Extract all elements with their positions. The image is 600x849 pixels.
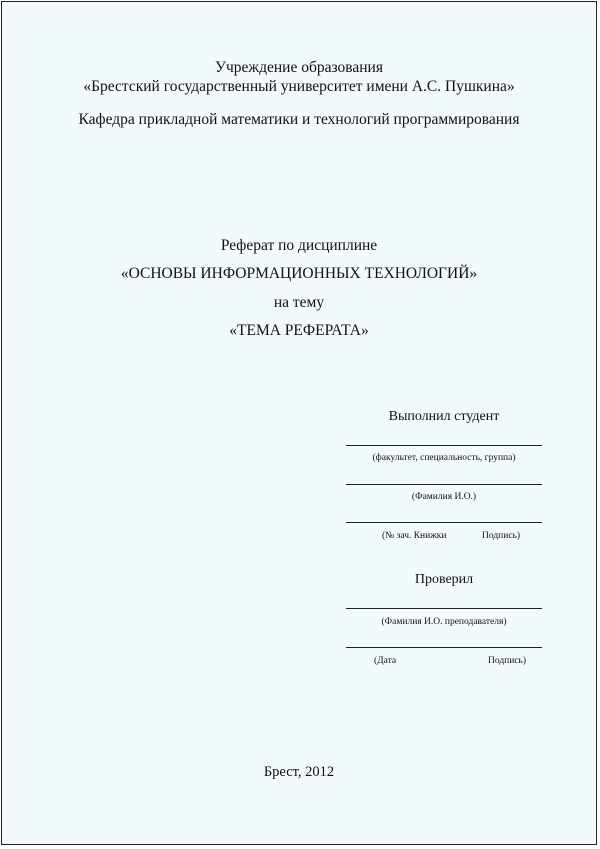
institution-type: Учреждение образования: [215, 59, 383, 76]
faculty-line: [346, 445, 542, 446]
record-line: [346, 522, 542, 523]
date-caption: (Дата: [374, 656, 397, 666]
student-signature-caption: Подпись): [482, 531, 521, 541]
topic-name: «ТЕМА РЕФЕРАТА»: [229, 322, 369, 339]
teacher-signature-caption: Подпись): [488, 656, 527, 666]
name-caption: (Фамилия И.О.): [411, 492, 477, 502]
report-type: Реферат по дисциплине: [220, 237, 378, 254]
topic-intro: на тему: [273, 294, 325, 311]
university-name: «Брестский государственный университет имени А.С. Пушкина»: [83, 78, 515, 95]
teacher-line: [346, 608, 542, 609]
record-book-caption: (№ зач. Книжки: [382, 531, 447, 541]
checked-label: Проверил: [414, 572, 474, 587]
city-year: Брест, 2012: [263, 764, 335, 780]
faculty-caption: (факультет, специальность, группа): [372, 453, 516, 463]
date-line: [346, 647, 542, 648]
department-name: Кафедра прикладной математики и технологий программирования: [78, 111, 520, 128]
teacher-caption: (Фамилия И.О. преподавателя): [381, 617, 507, 627]
discipline-name: «ОСНОВЫ ИНФОРМАЦИОННЫХ ТЕХНОЛОГИЙ»: [120, 265, 478, 282]
title-page: [1, 1, 597, 845]
performed-label: Выполнил студент: [388, 409, 500, 424]
name-line: [346, 484, 542, 485]
